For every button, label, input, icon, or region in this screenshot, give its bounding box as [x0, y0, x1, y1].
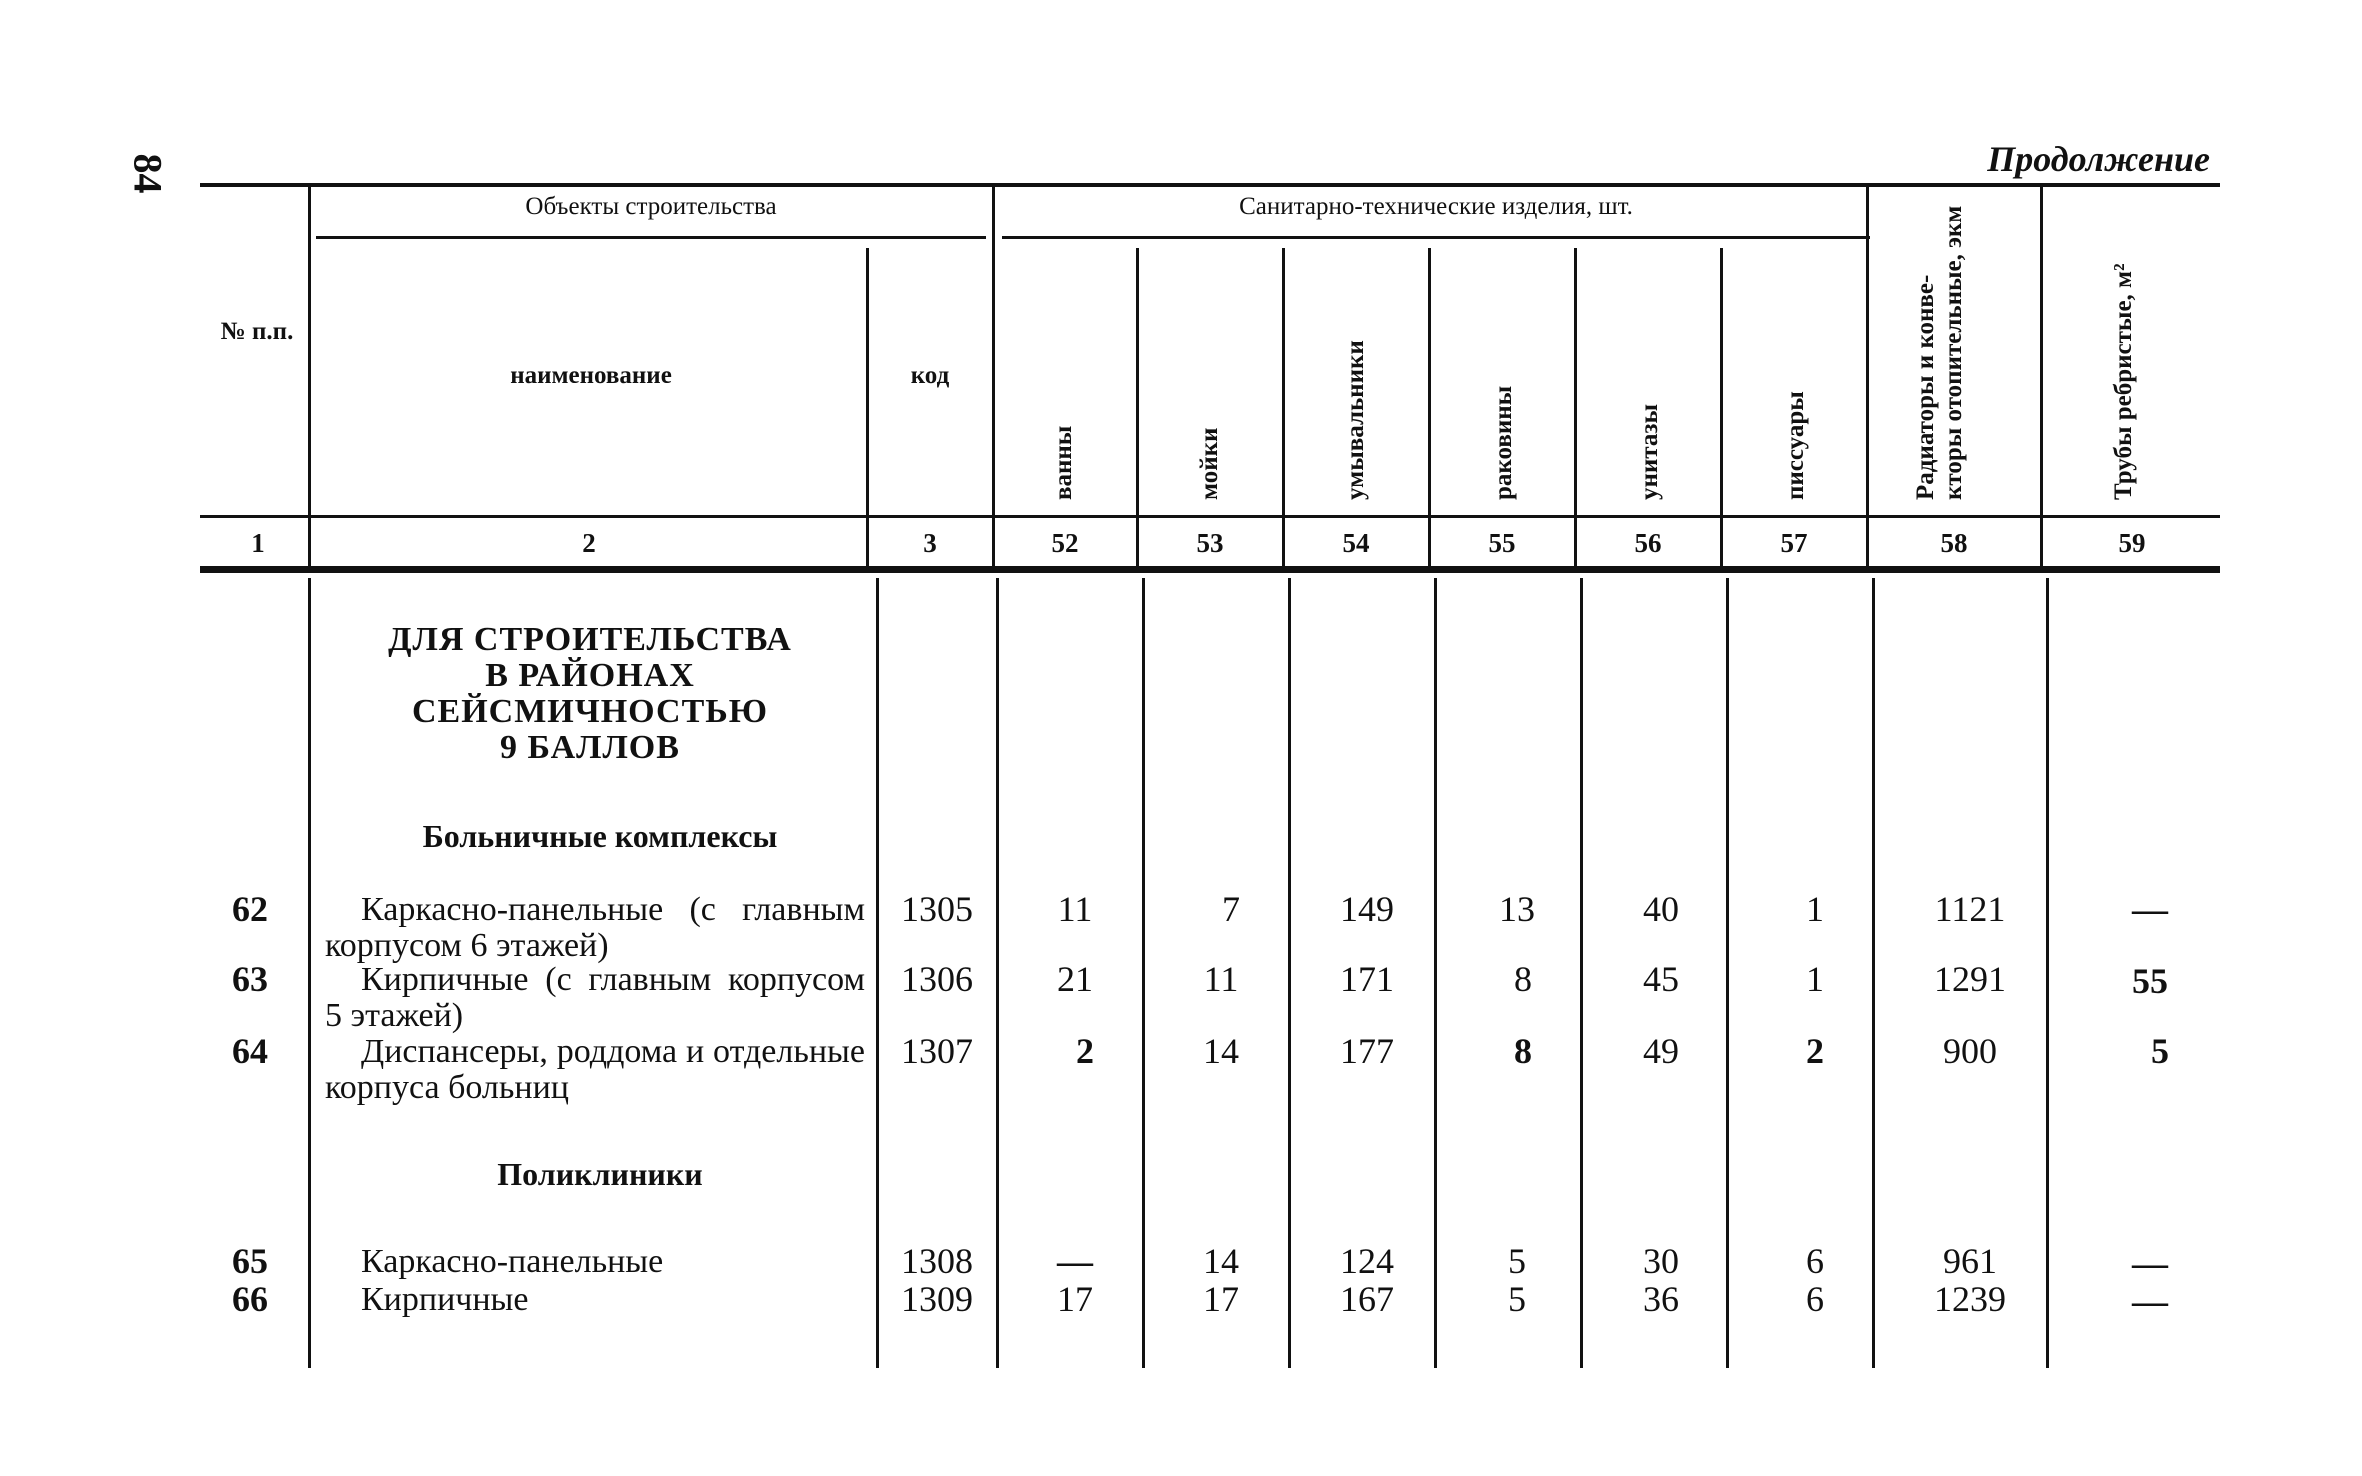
cell-radiators: 1291 — [1934, 959, 2006, 999]
pipes-header: Трубы ребристые, м² — [2110, 263, 2137, 500]
cell-toilet: 30 — [1643, 1241, 1679, 1281]
cell-bath: 21 — [1057, 959, 1093, 999]
row-name: Каркасно-панельные (с главным корпусом 6 этажей) — [325, 891, 865, 964]
row-number: 64 — [232, 1031, 268, 1071]
continuation-label: Продолжение — [1987, 139, 2210, 179]
cell-washbasin: 171 — [1340, 959, 1394, 999]
group-underline-objects — [316, 236, 986, 239]
cell-shell: 5 — [1508, 1241, 1526, 1281]
section-title-line: ДЛЯ СТРОИТЕЛЬСТВА — [388, 621, 792, 658]
col-num-header: № п.п. — [220, 318, 294, 345]
urinal-header: писсуары — [1782, 391, 1809, 500]
cell-urinal: 2 — [1806, 1031, 1824, 1071]
group-underline-sanitary — [1002, 236, 1870, 239]
column-number: 56 — [1634, 528, 1662, 558]
cell-shell: 5 — [1508, 1279, 1526, 1319]
cell-sink: 11 — [1203, 959, 1239, 999]
cell-bath: 11 — [1057, 889, 1093, 929]
row-number: 62 — [232, 889, 268, 929]
column-number: 1 — [251, 528, 265, 558]
body-divider — [1726, 578, 1729, 1368]
cell-toilet: 49 — [1643, 1031, 1679, 1071]
cell-bath: 2 — [1076, 1031, 1094, 1071]
body-divider — [308, 578, 311, 1368]
cell-radiators: 900 — [1943, 1031, 1997, 1071]
cell-toilet: 40 — [1643, 889, 1679, 929]
cell-pipes: 55 — [2132, 961, 2168, 1001]
header-divider — [308, 186, 311, 566]
row-name: Диспансеры, роддома и отдельные корпуса больниц — [325, 1033, 865, 1106]
column-number: 55 — [1488, 528, 1516, 558]
row-name: Кирпичные (с главным корпусом 5 этажей) — [325, 961, 865, 1034]
cell-toilet: 36 — [1643, 1279, 1679, 1319]
row-code: 1308 — [901, 1241, 973, 1281]
section-title-line: 9 БАЛЛОВ — [500, 729, 680, 766]
code-header: код — [910, 362, 950, 389]
header-divider — [1282, 248, 1285, 566]
cell-urinal: 1 — [1806, 959, 1824, 999]
column-number: 53 — [1196, 528, 1224, 558]
radiators-header: Радиаторы и конве- кторы отопительные, экм — [1912, 205, 1967, 500]
cell-urinal: 6 — [1806, 1241, 1824, 1281]
objects-group-header: Объекты строительства — [525, 193, 777, 220]
cell-washbasin: 124 — [1340, 1241, 1394, 1281]
cell-shell: 13 — [1499, 889, 1535, 929]
cell-sink: 7 — [1222, 889, 1240, 929]
row-code: 1309 — [901, 1279, 973, 1319]
section-title — [330, 622, 850, 766]
header-divider — [1720, 248, 1723, 566]
cell-toilet: 45 — [1643, 959, 1679, 999]
cell-sink: 14 — [1203, 1031, 1239, 1071]
sanitary-group-header: Санитарно-технические изделия, шт. — [1239, 193, 1633, 220]
cell-pipes: — — [2132, 889, 2168, 929]
column-number: 3 — [923, 528, 937, 558]
section-title-line: СЕЙСМИЧНОСТЬЮ — [411, 693, 769, 730]
header-bottom-rule — [200, 566, 2220, 573]
row-code: 1306 — [901, 959, 973, 999]
cell-sink: 17 — [1203, 1279, 1239, 1319]
header-divider — [1574, 248, 1577, 566]
cell-pipes: — — [2132, 1243, 2168, 1283]
cell-shell: 8 — [1514, 1031, 1532, 1071]
subsection-title: Поликлиники — [497, 1156, 703, 1192]
cell-urinal: 6 — [1806, 1279, 1824, 1319]
column-number: 59 — [2118, 528, 2146, 558]
column-number: 57 — [1780, 528, 1808, 558]
section-title-line: В РАЙОНАХ — [485, 657, 695, 694]
body-divider — [1288, 578, 1291, 1368]
header-divider — [2040, 186, 2043, 566]
header-divider — [1136, 248, 1139, 566]
cell-pipes: 5 — [2151, 1031, 2169, 1071]
column-number: 58 — [1940, 528, 1968, 558]
row-name: Кирпичные — [361, 1281, 529, 1318]
cell-shell: 8 — [1514, 959, 1532, 999]
table-top-rule — [200, 183, 2220, 187]
header-divider — [1428, 248, 1431, 566]
toilet-header: унитазы — [1636, 404, 1663, 500]
cell-radiators: 1121 — [1934, 889, 2006, 929]
sink-header: мойки — [1196, 427, 1223, 500]
body-divider — [876, 578, 879, 1368]
header-divider — [992, 186, 995, 566]
cell-bath: 17 — [1057, 1279, 1093, 1319]
row-code: 1307 — [901, 1031, 973, 1071]
cell-radiators: 961 — [1943, 1241, 1997, 1281]
page-number: 84 — [125, 153, 171, 194]
shell-header: раковины — [1490, 385, 1517, 500]
column-number: 2 — [582, 528, 596, 558]
cell-urinal: 1 — [1806, 889, 1824, 929]
cell-pipes: — — [2132, 1281, 2168, 1321]
header-divider — [866, 248, 869, 566]
cell-washbasin: 177 — [1340, 1031, 1394, 1071]
body-divider — [996, 578, 999, 1368]
row-name: Каркасно-панельные — [361, 1243, 664, 1280]
cell-washbasin: 149 — [1340, 889, 1394, 929]
body-divider — [1580, 578, 1583, 1368]
cell-washbasin: 167 — [1340, 1279, 1394, 1319]
subsection-title: Больничные комплексы — [422, 818, 778, 854]
row-number: 66 — [232, 1279, 268, 1319]
column-number: 54 — [1342, 528, 1370, 558]
cell-sink: 14 — [1203, 1241, 1239, 1281]
body-divider — [1872, 578, 1875, 1368]
name-header: наименование — [510, 362, 672, 389]
column-number: 52 — [1051, 528, 1079, 558]
row-number: 63 — [232, 959, 268, 999]
colnum-top-rule — [200, 515, 2220, 518]
row-number: 65 — [232, 1241, 268, 1281]
cell-bath: — — [1057, 1241, 1093, 1281]
body-divider — [2046, 578, 2049, 1368]
washbasin-header: умывальники — [1342, 340, 1369, 500]
body-divider — [1434, 578, 1437, 1368]
bath-header: ванны — [1050, 425, 1077, 500]
cell-radiators: 1239 — [1934, 1279, 2006, 1319]
row-code: 1305 — [901, 889, 973, 929]
body-divider — [1142, 578, 1145, 1368]
header-divider — [1866, 186, 1869, 566]
